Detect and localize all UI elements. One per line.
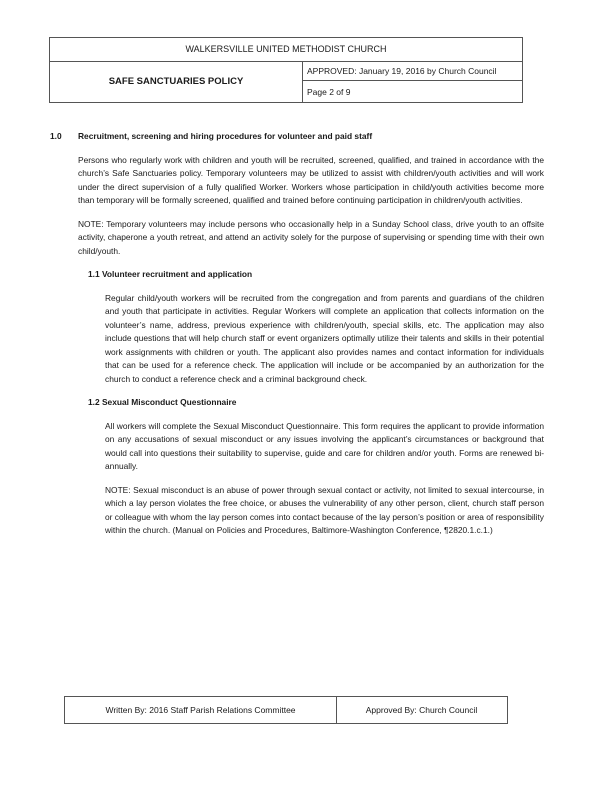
document-header [49,37,523,103]
page-number: Page 2 of 9 [307,87,351,97]
section-number: 1.0 [50,131,62,141]
organization-name: WALKERSVILLE UNITED METHODIST CHURCH [50,38,522,62]
section-intro-paragraph: Persons who regularly work with children and youth will be recruited, screened, qualified, and trained in accordance with the church’s Safe Sanctuaries policy. Temporary volunteers may be utilized to assist with children/youth activities and will work under the direct supervision of a fully qualified Worker. Workers whose participation in child/youth activities become more than temporary will be formally screened, qualified and trained before continuing participation in children/youth activities. [78,154,544,205]
subsection-heading-misconduct-questionnaire: 1.2 Sexual Misconduct Questionnaire [88,397,237,407]
written-by: Written By: 2016 Staff Parish Relations Committee [65,697,337,723]
subsection-body-volunteer-recruitment: Regular child/youth workers will be recruited from the congregation and from parents and guardians of the children and youth that participate in activities. Regular Workers will complete an application that collects information on the volunteer’s name, address, previous experience with children/youth, special skills, etc. The application may also include questions that will help church staff or event organizers optimally utilize their talents and skills in their potential work assignments with children or youth. The applicant also provides names and contact information for individuals that can be used for a reference check. The application will include or be accompanied by an authorization for the church to conduct a reference check and a criminal background check. [105,292,544,384]
section-note-paragraph: NOTE: Temporary volunteers may include persons who occasionally help in a Sunday School class, drive youth to an offsite activity, chaperone a youth retreat, and attend an activity solely for the purpose of supervising or spending time with their own child/youth. [78,218,544,256]
section-heading [50,130,544,144]
policy-title: SAFE SANCTUARIES POLICY [50,61,303,102]
subsection-note-misconduct: NOTE: Sexual misconduct is an abuse of power through sexual contact or activity, not limited to sexual intercourse, in which a lay person violates the free choice, or abuses the vulnerability of any other person, client, church staff person or colleague with whom the lay person comes into contact because of the lay person’s position or area of responsibility within the church. (Manual on Policies and Procedures, Baltimore-Washington Conference, ¶2820.1.c.1.) [105,484,544,535]
subsection-body-misconduct-questionnaire: All workers will complete the Sexual Misconduct Questionnaire. This form requires the applicant to provide information on any accusations of sexual misconduct or any issues involving the applicant’s circumstances or background that would call into questions their suitability to supervise, guide and care for children and/or youth. Forms are renewed bi-annually. [105,420,544,471]
approved-by: Approved By: Church Council [365,705,478,715]
document-footer [64,696,508,724]
document-body [50,130,544,548]
approval-line: APPROVED: January 19, 2016 by Church Council [302,61,522,81]
section-title: Recruitment, screening and hiring procedures for volunteer and paid staff [78,131,373,141]
subsection-heading-volunteer-recruitment: 1.1 Volunteer recruitment and application [88,269,253,279]
